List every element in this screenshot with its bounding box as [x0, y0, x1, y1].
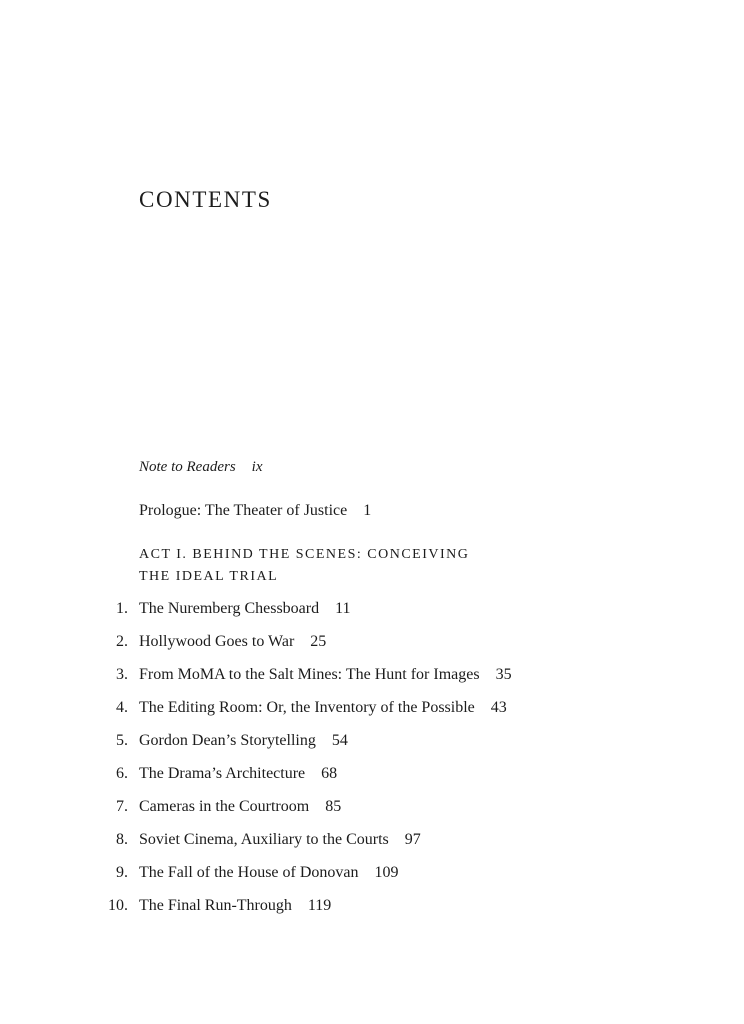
chapter-page: 97 [404, 831, 421, 848]
chapter-number: 3. [116, 666, 128, 683]
toc-entry-title: Note to Readers [139, 459, 236, 475]
chapter-number: 6. [116, 765, 128, 782]
chapter-entry[interactable] [0, 664, 744, 686]
chapter-title: Hollywood Goes to War [139, 633, 295, 650]
chapter-number: 4. [116, 699, 128, 716]
chapter-page: 85 [325, 798, 342, 815]
chapter-title: Soviet Cinema, Auxiliary to the Courts [139, 831, 389, 848]
chapter-title: The Editing Room: Or, the Inventory of the Possible [139, 699, 475, 716]
chapter-number: 9. [116, 864, 128, 881]
chapter-title: The Drama’s Architecture [139, 765, 306, 782]
act-heading-line-2: THE IDEAL TRIAL [139, 569, 279, 584]
chapter-page: 119 [307, 897, 332, 914]
toc-entry-page: ix [251, 459, 263, 475]
toc-entry-title: Prologue: The Theater of Justice [139, 502, 348, 519]
chapter-title: The Final Run-Through [139, 897, 292, 914]
chapter-title: The Fall of the House of Donovan [139, 864, 359, 881]
chapter-entry[interactable] [0, 895, 744, 917]
toc-entry-note-to-readers[interactable] [139, 456, 262, 478]
chapter-number: 1. [116, 600, 128, 617]
chapter-entry[interactable] [0, 730, 744, 752]
chapter-title: Cameras in the Courtroom [139, 798, 310, 815]
contents-heading: CONTENTS [139, 187, 272, 212]
chapter-page: 35 [495, 666, 512, 683]
chapter-entry[interactable] [0, 796, 744, 818]
act-heading-line-1: ACT I. BEHIND THE SCENES: CONCEIVING [139, 547, 470, 562]
chapter-entry[interactable] [0, 697, 744, 719]
toc-entry-prologue[interactable] [139, 500, 371, 522]
chapter-page: 109 [374, 864, 399, 881]
chapter-title: The Nuremberg Chessboard [139, 600, 320, 617]
chapter-page: 11 [335, 600, 351, 617]
chapter-title: From MoMA to the Salt Mines: The Hunt for Images [139, 666, 480, 683]
chapter-page: 43 [490, 699, 507, 716]
chapter-number: 8. [116, 831, 128, 848]
chapter-entry[interactable] [0, 598, 744, 620]
chapter-page: 54 [331, 732, 348, 749]
chapter-title: Gordon Dean’s Storytelling [139, 732, 316, 749]
act-heading [139, 544, 469, 588]
chapter-number: 5. [116, 732, 128, 749]
chapter-number: 10. [108, 897, 128, 914]
chapter-entry[interactable] [0, 763, 744, 785]
chapter-entry[interactable] [0, 631, 744, 653]
chapter-number: 7. [116, 798, 128, 815]
chapter-entry[interactable] [0, 829, 744, 851]
toc-entry-page: 1 [363, 502, 372, 519]
chapter-page: 25 [310, 633, 327, 650]
chapter-number: 2. [116, 633, 128, 650]
chapter-entry[interactable] [0, 862, 744, 884]
chapter-page: 68 [321, 765, 338, 782]
